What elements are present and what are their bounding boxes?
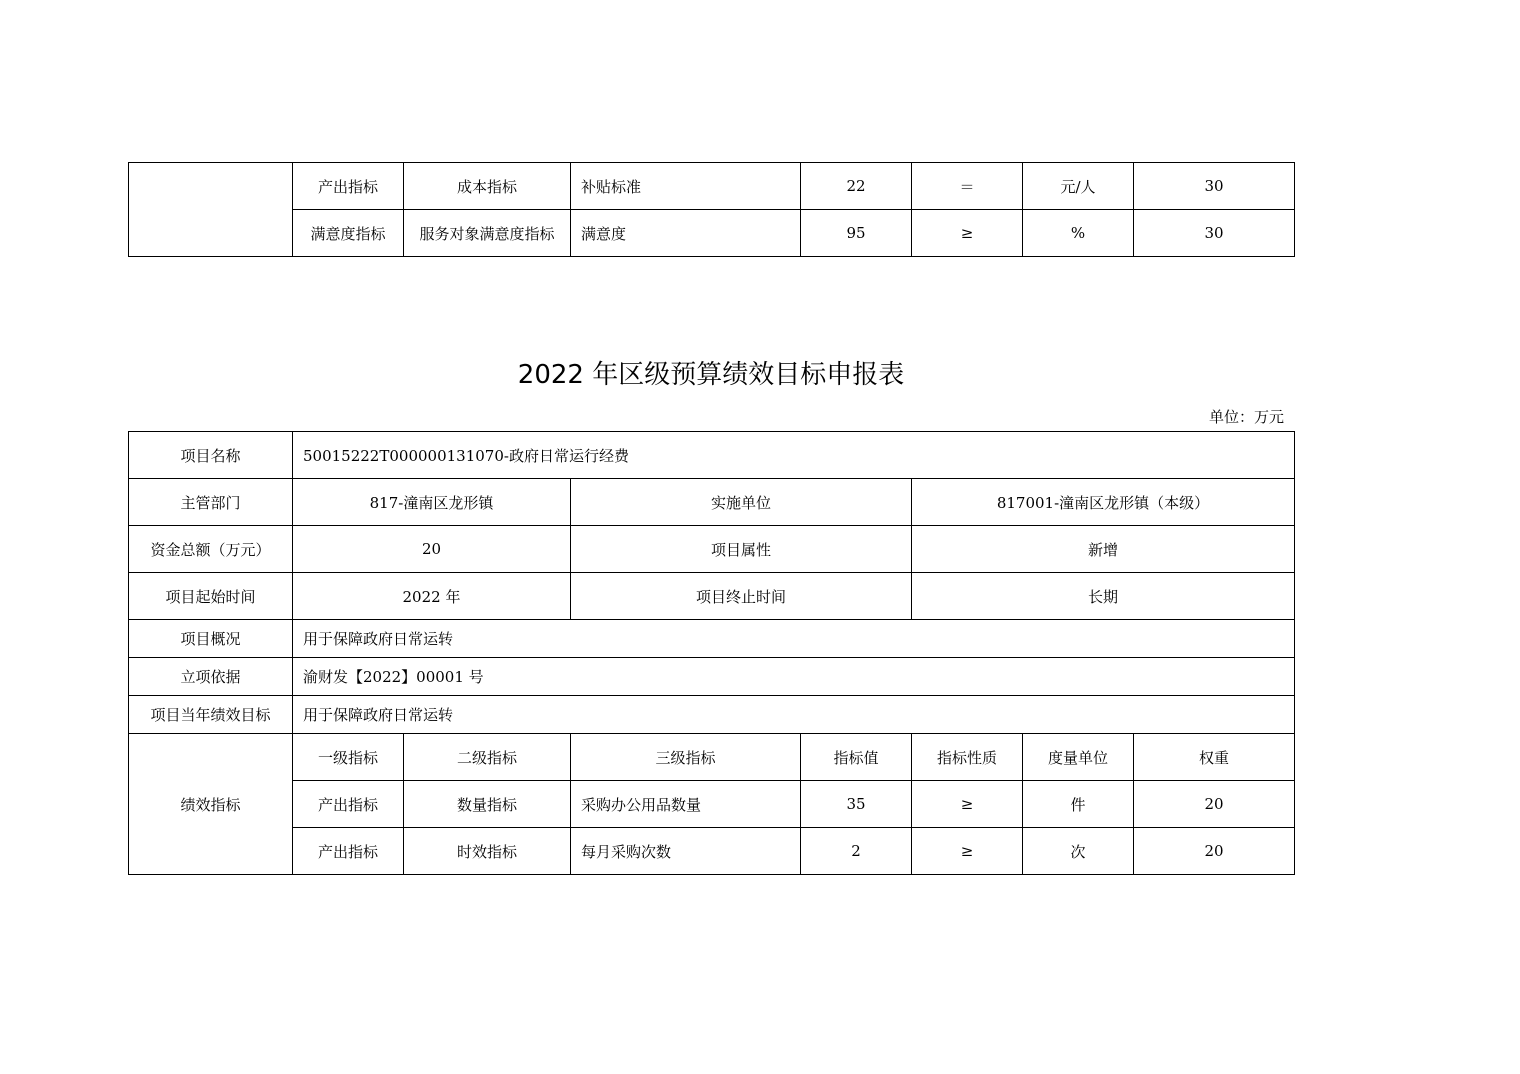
- table-row: [129, 163, 1295, 210]
- fund-value: 20: [293, 526, 571, 573]
- attr-label: 项目属性: [571, 526, 912, 573]
- table-row: [129, 620, 1295, 658]
- header-level3: 三级指标: [571, 734, 801, 781]
- page-title: 2022 年区级预算绩效目标申报表: [517, 360, 905, 390]
- indicators-label: 绩效指标: [129, 734, 293, 875]
- level2-cell: 服务对象满意度指标: [404, 210, 571, 257]
- budget-performance-table: [128, 431, 1295, 875]
- header-value: 指标值: [801, 734, 912, 781]
- start-label: 项目起始时间: [129, 573, 293, 620]
- weight-cell: 30: [1134, 163, 1295, 210]
- table-row: [129, 734, 1295, 781]
- unit-cell: 件: [1023, 781, 1134, 828]
- unit-note: 单位：万元: [1208, 408, 1284, 426]
- start-value: 2022 年: [293, 573, 571, 620]
- value-cell: 2: [801, 828, 912, 875]
- end-label: 项目终止时间: [571, 573, 912, 620]
- value-cell: 35: [801, 781, 912, 828]
- header-unit: 度量单位: [1023, 734, 1134, 781]
- table-row: [129, 828, 1295, 875]
- header-weight: 权重: [1134, 734, 1295, 781]
- dept-value: 817-潼南区龙形镇: [293, 479, 571, 526]
- fund-label: 资金总额（万元）: [129, 526, 293, 573]
- table-row: [129, 781, 1295, 828]
- dept-label: 主管部门: [129, 479, 293, 526]
- table-row: [129, 658, 1295, 696]
- level1-cell: 产出指标: [293, 163, 404, 210]
- level3-cell: 补贴标准: [571, 163, 801, 210]
- nature-cell: ≥: [912, 210, 1023, 257]
- continued-indicator-table: [128, 162, 1295, 257]
- level1-cell: 满意度指标: [293, 210, 404, 257]
- impl-value: 817001-潼南区龙形镇（本级）: [912, 479, 1295, 526]
- level2-cell: 成本指标: [404, 163, 571, 210]
- header-nature: 指标性质: [912, 734, 1023, 781]
- weight-cell: 20: [1134, 828, 1295, 875]
- value-cell: 95: [801, 210, 912, 257]
- unit-cell: 元/人: [1023, 163, 1134, 210]
- level3-cell: 采购办公用品数量: [571, 781, 801, 828]
- table-row: [129, 479, 1295, 526]
- table-row: [129, 210, 1295, 257]
- table-row: [129, 526, 1295, 573]
- level1-cell: 产出指标: [293, 828, 404, 875]
- unit-cell: 次: [1023, 828, 1134, 875]
- overview-label: 项目概况: [129, 620, 293, 658]
- header-level2: 二级指标: [404, 734, 571, 781]
- goal-value: 用于保障政府日常运转: [293, 696, 1295, 734]
- level3-cell: 每月采购次数: [571, 828, 801, 875]
- weight-cell: 20: [1134, 781, 1295, 828]
- header-level1: 一级指标: [293, 734, 404, 781]
- basis-label: 立项依据: [129, 658, 293, 696]
- basis-value: 渝财发【2022】00001 号: [293, 658, 1295, 696]
- project-name-value: 50015222T000000131070-政府日常运行经费: [293, 432, 1295, 479]
- nature-cell: ≥: [912, 781, 1023, 828]
- table-row: [129, 573, 1295, 620]
- table-row: [129, 432, 1295, 479]
- end-value: 长期: [912, 573, 1295, 620]
- goal-label: 项目当年绩效目标: [129, 696, 293, 734]
- table-row: [129, 696, 1295, 734]
- attr-value: 新增: [912, 526, 1295, 573]
- unit-cell: %: [1023, 210, 1134, 257]
- level2-cell: 数量指标: [404, 781, 571, 828]
- project-name-label: 项目名称: [129, 432, 293, 479]
- nature-cell: ＝: [912, 163, 1023, 210]
- level1-cell: 产出指标: [293, 781, 404, 828]
- level3-cell: 满意度: [571, 210, 801, 257]
- impl-label: 实施单位: [571, 479, 912, 526]
- nature-cell: ≥: [912, 828, 1023, 875]
- level2-cell: 时效指标: [404, 828, 571, 875]
- value-cell: 22: [801, 163, 912, 210]
- weight-cell: 30: [1134, 210, 1295, 257]
- overview-value: 用于保障政府日常运转: [293, 620, 1295, 658]
- empty-merged-cell: [129, 163, 293, 257]
